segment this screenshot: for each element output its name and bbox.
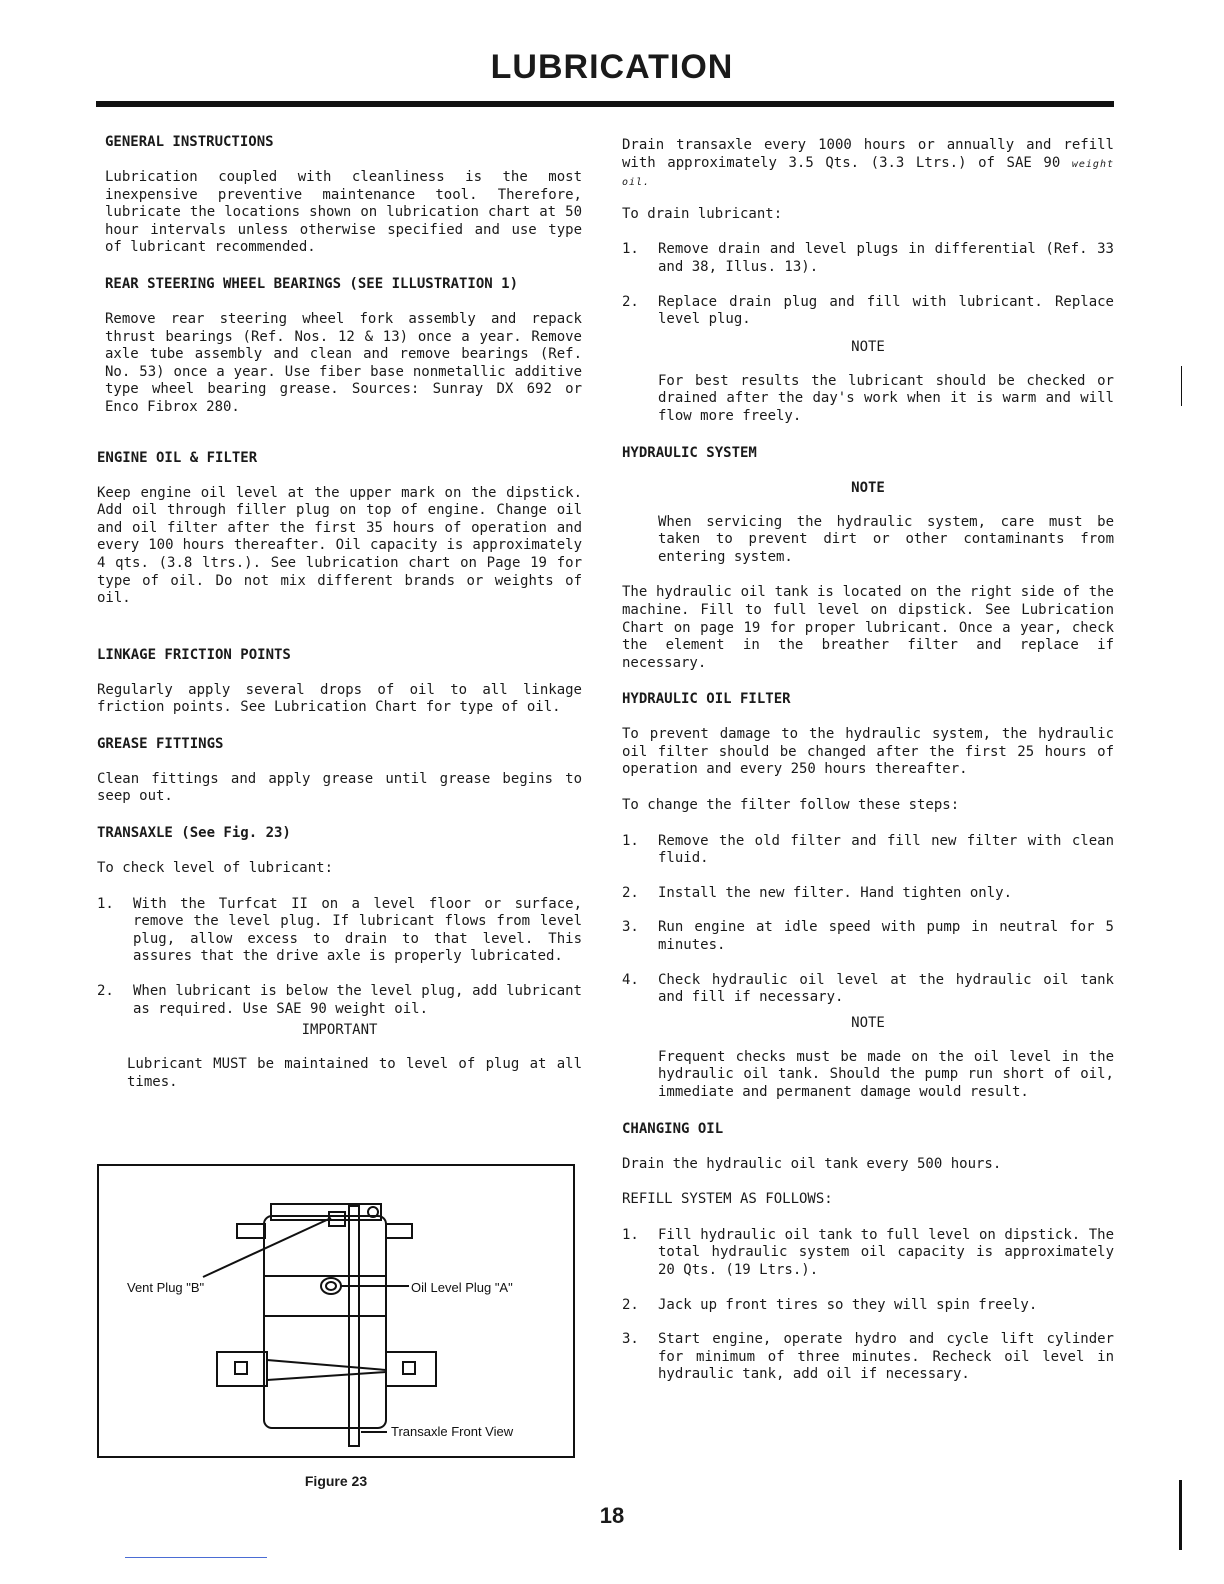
list-item: 4. Check hydraulic oil level at the hydraulic oil tank and fill if necessary. [622,971,1114,1006]
changing-body: Drain the hydraulic oil tank every 500 hours. [622,1155,1002,1172]
scan-edge-mark [1181,366,1182,406]
drain-steps [622,241,1114,328]
right-column [622,137,1114,1401]
footer-link-underline [125,1557,267,1558]
filter-intro: To change the filter follow these steps: [622,797,960,814]
list-item: 3. Start engine, operate hydro and cycle lift cylinder for minimum of three minutes. Recheck oil level in hydraulic tank, add oil if necessary. [622,1331,1114,1383]
list-item: 3. Run engine at idle speed with pump in neutral for 5 minutes. [622,919,1114,954]
note1-heading: NOTE [851,338,885,355]
filter-note-heading: NOTE [851,1014,885,1031]
filter-steps [622,833,1114,1007]
list-item: 1. Remove the old filter and fill new filter with clean fluid. [622,832,1114,867]
figure-23 [97,1164,575,1458]
refill-steps [622,1227,1114,1384]
list-item: 1. Remove drain and level plugs in differential (Ref. 33 and 38, Illus. 13). [622,241,1114,275]
list-item: 2. When lubricant is below the level plug, add lubricant as required. Use SAE 90 weight oil. [97,983,582,1017]
important-heading: IMPORTANT [301,1022,378,1039]
general-body: Lubrication coupled with cleanliness is the most inexpensive preventive maintenance tool. Therefore, lubricate the locations shown on lubrication chart at 50 hour intervals unless otherwise specified and use type of lubricant recommended. [105,169,582,256]
refill-heading: REFILL SYSTEM AS FOLLOWS: [622,1191,833,1208]
important-body: Lubricant MUST be maintained to level of plug at all times. [127,1056,582,1090]
list-item: 2. Jack up front tires so they will spin freely. [622,1296,1038,1313]
transaxle-heading: TRANSAXLE (See Fig. 23) [97,825,291,842]
scan-edge-mark [1179,1480,1182,1550]
rear-bearings-heading: REAR STEERING WHEEL BEARINGS (SEE ILLUSTRATION 1) [105,275,519,292]
list-item: 1. With the Turfcat II on a level floor or surface, remove the level plug. If lubricant flows from level plug, allow excess to drain to that level. This assures that the drive axle is properly lubricated. [97,895,582,965]
grease-heading: GREASE FITTINGS [97,735,224,752]
title-rule [96,101,1114,107]
page-number: 18 [599,1503,625,1528]
linkage-heading: LINKAGE FRICTION POINTS [97,646,291,663]
general-heading: GENERAL INSTRUCTIONS [105,134,274,150]
changing-heading: CHANGING OIL [622,1120,724,1137]
page-title: LUBRICATION [490,48,734,86]
filter-body: To prevent damage to the hydraulic system, the hydraulic oil filter should be changed after the first 25 hours of operation and every 250 hours thereafter. [622,726,1114,778]
list-item: 2. Install the new filter. Hand tighten only. [622,884,1013,901]
linkage-body: Regularly apply several drops of oil to all linkage friction points. See Lubrication Chart for type of oil. [97,681,582,716]
note1-body: For best results the lubricant should be checked or drained after the day's work when it is warm and will flow more freely. [658,372,1114,424]
grease-body: Clean fittings and apply grease until grease begins to seep out. [97,770,582,805]
filter-heading: HYDRAULIC OIL FILTER [622,691,791,708]
hydraulic-heading: HYDRAULIC SYSTEM [622,444,757,461]
drain-intro: Drain transaxle every 1000 hours or annually and refill with approximately 3.5 Qts. (3.3 Ltrs.) of SAE 90 weight oil. [622,137,1114,189]
engine-oil-heading: ENGINE OIL & FILTER [97,449,258,466]
transaxle-steps [97,896,582,1019]
list-item: 1. Fill hydraulic oil tank to full level on dipstick. The total hydraulic system oil capacity is approximately 20 Qts. (19 Ltrs.). [622,1226,1114,1278]
hydraulic-note-heading: NOTE [851,479,885,496]
transaxle-intro: To check level of lubricant: [97,860,334,877]
hydraulic-body: The hydraulic oil tank is located on the right side of the machine. Fill to full level on dipstick. See Lubrication Chart on page 19 for proper lubricant. Once a year, check the element in the breather filter and replace if necessary. [622,584,1114,671]
drain-label: To drain lubricant: [622,205,783,222]
transaxle-diagram [99,1166,573,1456]
filter-note-body: Frequent checks must be made on the oil level in the hydraulic oil tank. Should the pump run short of oil, immediate and permanent damage would result. [658,1048,1114,1100]
vent-plug-label: Vent Plug "B" [127,1280,205,1295]
rear-bearings-body: Remove rear steering wheel fork assembly and repack thrust bearings (Ref. Nos. 12 & 13) once a year. Remove axle tube assembly and clean and remove bearings (Ref. No. 53) once a year. Use fiber base nonmetallic additive type wheel bearing grease. Sources: Sunray DX 692 or Enco Fibrox 280. [105,310,582,415]
hydraulic-note-body: When servicing the hydraulic system, care must be taken to prevent dirt or other contaminants from entering system. [658,513,1114,565]
list-item: 2. Replace drain plug and fill with lubricant. Replace level plug. [622,293,1114,328]
left-column [97,133,582,1109]
engine-oil-body: Keep engine oil level at the upper mark on the dipstick. Add oil through filler plug on top of engine. Change oil and oil filter after the first 35 hours of operation and every 100 hours thereafter. Oil capacity is approximately 4 qts. (3.8 ltrs.). See lubrication chart on Page 19 for type of oil. Do not mix different brands or weights of oil. [97,484,582,607]
figure-caption: Figure 23 [304,1473,368,1489]
transaxle-view-label: Transaxle Front View [391,1424,514,1439]
drain-intro-tail: weight oil. [622,158,1114,189]
oil-level-plug-label: Oil Level Plug "A" [411,1280,513,1295]
